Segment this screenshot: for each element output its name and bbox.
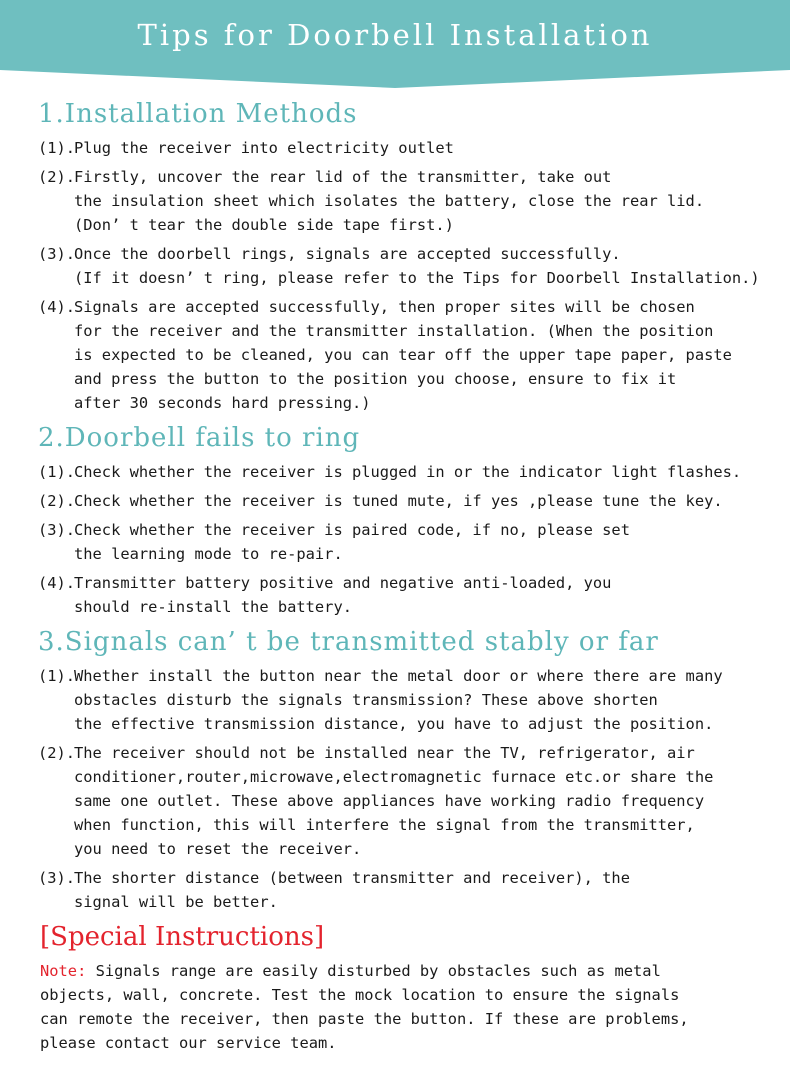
item-number: (4). (38, 574, 76, 592)
note-line (40, 959, 783, 983)
item-number: (4). (38, 298, 76, 316)
item-line: same one outlet. These above appliances have working radio frequency (74, 792, 705, 810)
item-line: for the receiver and the transmitter installation. (When the position (74, 322, 714, 340)
item-line: Firstly, uncover the rear lid of the transmitter, take out (74, 168, 612, 186)
item-number: (1). (38, 139, 76, 157)
list-item (38, 165, 783, 237)
item-line: Signals are accepted successfully, then proper sites will be chosen (74, 298, 695, 316)
item-line: after 30 seconds hard pressing.) (74, 394, 371, 412)
note-text: Signals range are easily disturbed by obstacles such as metal (86, 962, 661, 980)
list-item (38, 136, 783, 160)
section-title: 2.Doorbell fails to ring (38, 423, 361, 453)
list-item (38, 741, 783, 861)
item-line: and press the button to the position you choose, ensure to fix it (74, 370, 677, 388)
item-number: (1). (38, 463, 76, 481)
item-line: Check whether the receiver is paired code, if no, please set (74, 521, 630, 539)
item-line: The shorter distance (between transmitter and receiver), the (74, 869, 630, 887)
list-item (38, 518, 783, 566)
section-title: 1.Installation Methods (38, 99, 358, 129)
section-items (38, 136, 783, 415)
list-item (38, 460, 783, 484)
item-line: the effective transmission distance, you have to adjust the position. (74, 715, 714, 733)
item-number: (2). (38, 744, 76, 762)
item-line: obstacles disturb the signals transmission? These above shorten (74, 691, 658, 709)
item-line: (If it doesn’ t ring, please refer to the Tips for Doorbell Installation.) (74, 269, 760, 287)
item-line: The receiver should not be installed near the TV, refrigerator, air (74, 744, 695, 762)
item-number: (3). (38, 521, 76, 539)
item-number: (2). (38, 492, 76, 510)
item-line: Whether install the button near the metal door or where there are many (74, 667, 723, 685)
item-line: Check whether the receiver is tuned mute, if yes ,please tune the key. (74, 492, 723, 510)
item-number: (2). (38, 168, 76, 186)
item-number: (1). (38, 667, 76, 685)
section-items (38, 460, 783, 619)
item-line: signal will be better. (74, 893, 278, 911)
list-item (38, 571, 783, 619)
section-items (38, 664, 783, 914)
note-line: can remote the receiver, then paste the button. If these are problems, (40, 1010, 689, 1028)
special-instructions-title: [Special Instructions] (40, 922, 325, 952)
item-line: Plug the receiver into electricity outlet (74, 139, 454, 157)
item-line: should re-install the battery. (74, 598, 352, 616)
item-line: Check whether the receiver is plugged in or the indicator light flashes. (74, 463, 742, 481)
item-line: conditioner,router,microwave,electromagnetic furnace etc.or share the (74, 768, 714, 786)
section (38, 96, 783, 415)
note-label: Note: (40, 962, 87, 980)
item-line: you need to reset the receiver. (74, 840, 362, 858)
item-number: (3). (38, 245, 76, 263)
list-item (38, 866, 783, 914)
list-item (38, 242, 783, 290)
item-line: (Don’ t tear the double side tape first.) (74, 216, 454, 234)
list-item (38, 664, 783, 736)
item-line: when function, this will interfere the signal from the transmitter, (74, 816, 695, 834)
list-item (38, 489, 783, 513)
section (38, 420, 783, 619)
note-line: please contact our service team. (40, 1034, 337, 1052)
note-line: objects, wall, concrete. Test the mock location to ensure the signals (40, 986, 680, 1004)
list-item (38, 295, 783, 415)
item-line: is expected to be cleaned, you can tear off the upper tape paper, paste (74, 346, 732, 364)
item-number: (3). (38, 869, 76, 887)
section (38, 624, 783, 914)
item-line: the insulation sheet which isolates the battery, close the rear lid. (74, 192, 705, 210)
item-line: the learning mode to re-pair. (74, 545, 343, 563)
special-instructions-note (38, 959, 783, 1055)
main-content (38, 96, 783, 1055)
item-line: Transmitter battery positive and negative anti-loaded, you (74, 574, 612, 592)
page-title: Tips for Doorbell Installation (137, 18, 653, 52)
item-line: Once the doorbell rings, signals are accepted successfully. (74, 245, 621, 263)
section-title: 3.Signals can’ t be transmitted stably or far (38, 627, 659, 657)
